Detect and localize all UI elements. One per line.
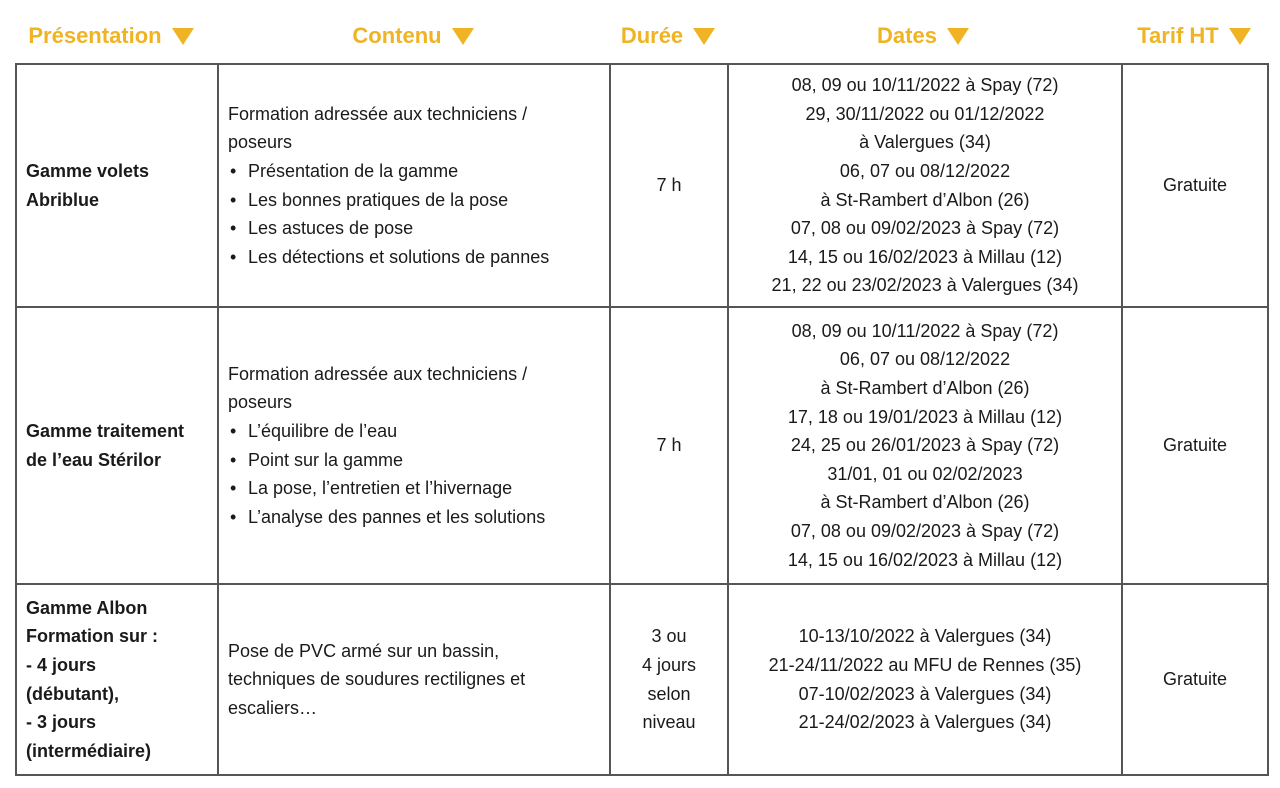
duree-line: selon bbox=[647, 683, 691, 704]
presentation-line: Abriblue bbox=[26, 189, 100, 210]
content-cell bbox=[218, 584, 610, 775]
content-intro-line: techniques de soudures rectilignes et bbox=[228, 669, 526, 690]
date-line: 07, 08 ou 09/02/2023 à Spay (72) bbox=[790, 520, 1060, 541]
header-contenu-label: Contenu bbox=[352, 23, 442, 48]
header-presentation-label: Présentation bbox=[28, 23, 162, 48]
dropdown-arrow-icon[interactable] bbox=[1229, 28, 1251, 45]
date-line: 08, 09 ou 10/11/2022 à Spay (72) bbox=[791, 75, 1059, 96]
dates-cell bbox=[728, 64, 1122, 307]
header-tarif[interactable] bbox=[1121, 19, 1267, 53]
duree-line: niveau bbox=[642, 712, 696, 733]
presentation-line: (débutant), bbox=[26, 683, 119, 704]
header-contenu[interactable] bbox=[217, 19, 609, 53]
date-line: 07-10/02/2023 à Valergues (34) bbox=[798, 683, 1052, 704]
header-dates[interactable] bbox=[727, 19, 1119, 53]
content-intro-line: Pose de PVC armé sur un bassin, bbox=[228, 640, 500, 661]
list-item: • Les bonnes pratiques de la pose bbox=[228, 186, 600, 215]
date-line: 29, 30/11/2022 ou 01/12/2022 bbox=[805, 103, 1045, 124]
list-item: • Les astuces de pose bbox=[228, 214, 600, 243]
header-dates-label: Dates bbox=[877, 23, 937, 48]
list-item: • L’équilibre de l’eau bbox=[228, 417, 600, 446]
content-intro-line: Formation adressée aux techniciens / bbox=[228, 103, 528, 124]
presentation-line: - 3 jours bbox=[26, 712, 97, 733]
date-line: à Valergues (34) bbox=[859, 132, 991, 153]
date-line: 10-13/10/2022 à Valergues (34) bbox=[798, 626, 1052, 647]
content-bullet-list bbox=[228, 157, 600, 271]
list-item: • Point sur la gamme bbox=[228, 446, 600, 475]
content-cell bbox=[218, 64, 610, 307]
date-line: 17, 18 ou 19/01/2023 à Millau (12) bbox=[787, 406, 1063, 427]
duree-cell bbox=[610, 307, 728, 584]
presentation-line: - 4 jours bbox=[26, 654, 97, 675]
duree-line: 7 h bbox=[656, 435, 682, 456]
header-duree[interactable] bbox=[609, 19, 727, 53]
content-intro-line: escaliers… bbox=[228, 697, 318, 718]
table-row bbox=[16, 64, 1268, 307]
table-row bbox=[16, 584, 1268, 775]
dates-cell bbox=[728, 584, 1122, 775]
presentation-line: de l’eau Stérilor bbox=[26, 449, 162, 470]
duree-cell bbox=[610, 64, 728, 307]
date-line: 14, 15 ou 16/02/2023 à Millau (12) bbox=[787, 246, 1063, 267]
list-item: • La pose, l’entretien et l’hivernage bbox=[228, 474, 600, 503]
dropdown-arrow-icon[interactable] bbox=[947, 28, 969, 45]
tarif-cell: Gratuite bbox=[1122, 64, 1268, 307]
dates-cell bbox=[728, 307, 1122, 584]
presentation-cell bbox=[16, 64, 218, 307]
content-cell bbox=[218, 307, 610, 584]
content-bullet-list bbox=[228, 417, 600, 531]
date-line: 21, 22 ou 23/02/2023 à Valergues (34) bbox=[771, 275, 1079, 296]
training-table bbox=[15, 63, 1269, 776]
date-line: à St-Rambert d’Albon (26) bbox=[820, 492, 1030, 513]
duree-line: 3 ou bbox=[651, 626, 687, 647]
content-intro-line: poseurs bbox=[228, 392, 293, 413]
date-line: 24, 25 ou 26/01/2023 à Spay (72) bbox=[790, 435, 1060, 456]
dropdown-arrow-icon[interactable] bbox=[693, 28, 715, 45]
duree-line: 7 h bbox=[656, 175, 682, 196]
header-presentation[interactable] bbox=[25, 19, 197, 53]
presentation-line: (intermédiaire) bbox=[26, 740, 152, 761]
tarif-cell: Gratuite bbox=[1122, 307, 1268, 584]
date-line: 21-24/11/2022 au MFU de Rennes (35) bbox=[768, 654, 1082, 675]
list-item: • L’analyse des pannes et les solutions bbox=[228, 503, 600, 532]
content-intro-line: poseurs bbox=[228, 132, 293, 153]
presentation-cell bbox=[16, 584, 218, 775]
date-line: 08, 09 ou 10/11/2022 à Spay (72) bbox=[791, 320, 1059, 341]
date-line: 06, 07 ou 08/12/2022 bbox=[839, 160, 1011, 181]
dropdown-arrow-icon[interactable] bbox=[452, 28, 474, 45]
list-item: • Présentation de la gamme bbox=[228, 157, 600, 186]
table-row bbox=[16, 307, 1268, 584]
presentation-cell bbox=[16, 307, 218, 584]
date-line: à St-Rambert d’Albon (26) bbox=[820, 189, 1030, 210]
date-line: 21-24/02/2023 à Valergues (34) bbox=[798, 712, 1052, 733]
duree-line: 4 jours bbox=[641, 654, 697, 675]
content-intro-line: Formation adressée aux techniciens / bbox=[228, 363, 528, 384]
date-line: à St-Rambert d’Albon (26) bbox=[820, 378, 1030, 399]
header-tarif-label: Tarif HT bbox=[1137, 23, 1219, 48]
table-header bbox=[15, 0, 1267, 64]
presentation-line: Gamme Albon bbox=[26, 597, 148, 618]
date-line: 06, 07 ou 08/12/2022 bbox=[839, 349, 1011, 370]
presentation-line: Gamme traitement bbox=[26, 420, 185, 441]
tarif-cell: Gratuite bbox=[1122, 584, 1268, 775]
dropdown-arrow-icon[interactable] bbox=[172, 28, 194, 45]
duree-cell bbox=[610, 584, 728, 775]
presentation-line: Formation sur : bbox=[26, 626, 159, 647]
header-duree-label: Durée bbox=[620, 23, 684, 48]
list-item: • Les détections et solutions de pannes bbox=[228, 243, 600, 272]
presentation-line: Gamme volets bbox=[26, 160, 150, 181]
date-line: 14, 15 ou 16/02/2023 à Millau (12) bbox=[787, 549, 1063, 570]
date-line: 07, 08 ou 09/02/2023 à Spay (72) bbox=[790, 218, 1060, 239]
date-line: 31/01, 01 ou 02/02/2023 bbox=[827, 463, 1023, 484]
